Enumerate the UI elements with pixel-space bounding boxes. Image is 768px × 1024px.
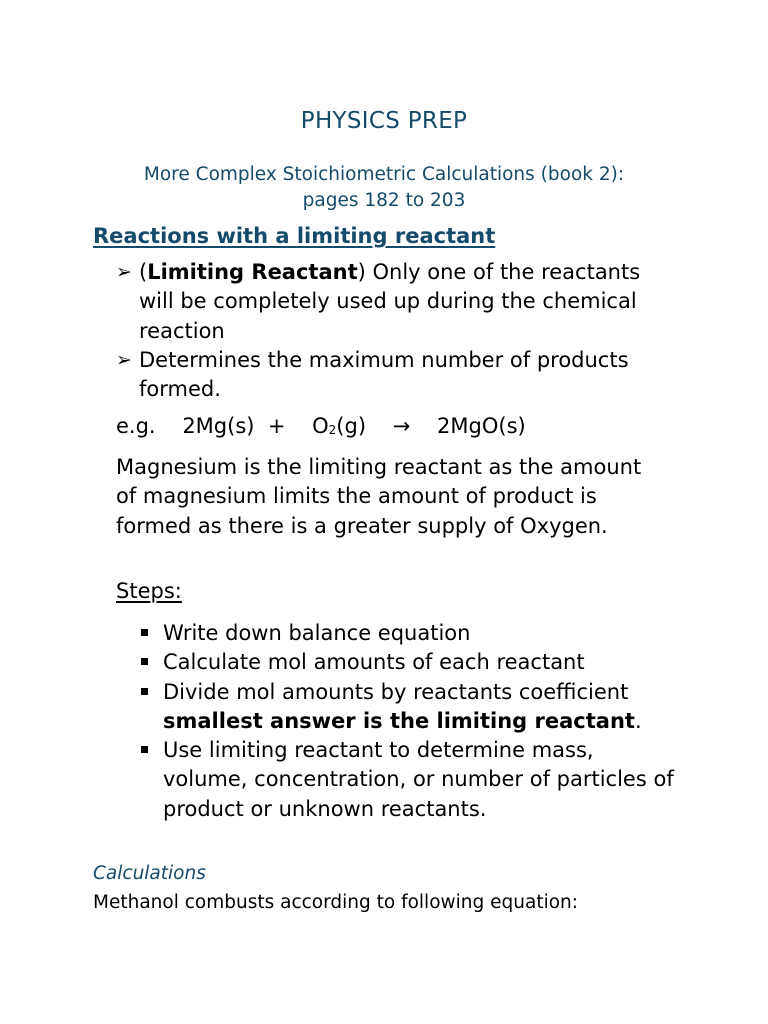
definition-text: Determines the maximum number of products formed. — [139, 347, 629, 402]
list-item — [116, 346, 676, 405]
definition-text: ) Only one of the reactants will be completely used up during the chemical reaction — [139, 260, 641, 343]
definition-list — [116, 258, 676, 404]
step-text: Divide mol amounts by reactants coefficient — [163, 679, 629, 704]
oxygen-state: (g) — [336, 414, 367, 438]
subtitle-line-1: More Complex Stoichiometric Calculations (book 2): — [143, 164, 625, 185]
limiting-reactant-term: Limiting Reactant — [147, 260, 358, 284]
oxygen-subscript: 2 — [328, 423, 337, 437]
step-text-end: . — [634, 708, 642, 733]
equation-reactant-2 — [312, 414, 366, 438]
equation-reactant-1: 2Mg(s) — [182, 414, 255, 438]
step-text: Use limiting reactant to determine mass, volume, concentration, or number of particles of product or unknown reactants. — [163, 738, 674, 821]
steps-list — [139, 619, 679, 824]
open-paren: ( — [139, 260, 148, 284]
subtitle-line-2: pages 182 to 203 — [302, 190, 466, 211]
explanation-paragraph: Magnesium is the limiting reactant as the amount of magnesium limits the amount of product is formed as there is a greater supply of Oxygen. — [116, 455, 642, 538]
equation-prefix: e.g. — [116, 414, 156, 438]
calculations-heading: Calculations — [93, 863, 206, 884]
square-bullet-icon — [141, 746, 148, 753]
oxygen-symbol: O — [312, 414, 329, 438]
square-bullet-icon — [141, 658, 148, 665]
arrow-bullet-icon: ➢ — [116, 261, 132, 283]
list-item — [139, 678, 679, 737]
calculations-text: Methanol combusts according to following equation: — [93, 892, 578, 913]
steps-label: Steps: — [116, 579, 182, 603]
page-subtitle — [100, 162, 668, 214]
step-text: Calculate mol amounts of each reactant — [163, 650, 585, 675]
page-title: PHYSICS PREP — [300, 108, 468, 134]
reaction-arrow-icon: → — [392, 414, 411, 438]
step-bold-text: smallest answer is the limiting reactant — [163, 708, 635, 733]
list-item — [139, 619, 679, 648]
list-item — [116, 258, 676, 346]
equation-plus: + — [267, 414, 286, 438]
step-text: Write down balance equation — [163, 621, 471, 645]
square-bullet-icon — [141, 688, 148, 695]
chemical-equation — [116, 414, 526, 438]
square-bullet-icon — [141, 629, 148, 636]
equation-product: 2MgO(s) — [437, 414, 526, 438]
list-item — [139, 648, 679, 677]
list-item — [139, 736, 679, 824]
arrow-bullet-icon: ➢ — [116, 348, 132, 371]
section-heading: Reactions with a limiting reactant — [93, 224, 496, 248]
